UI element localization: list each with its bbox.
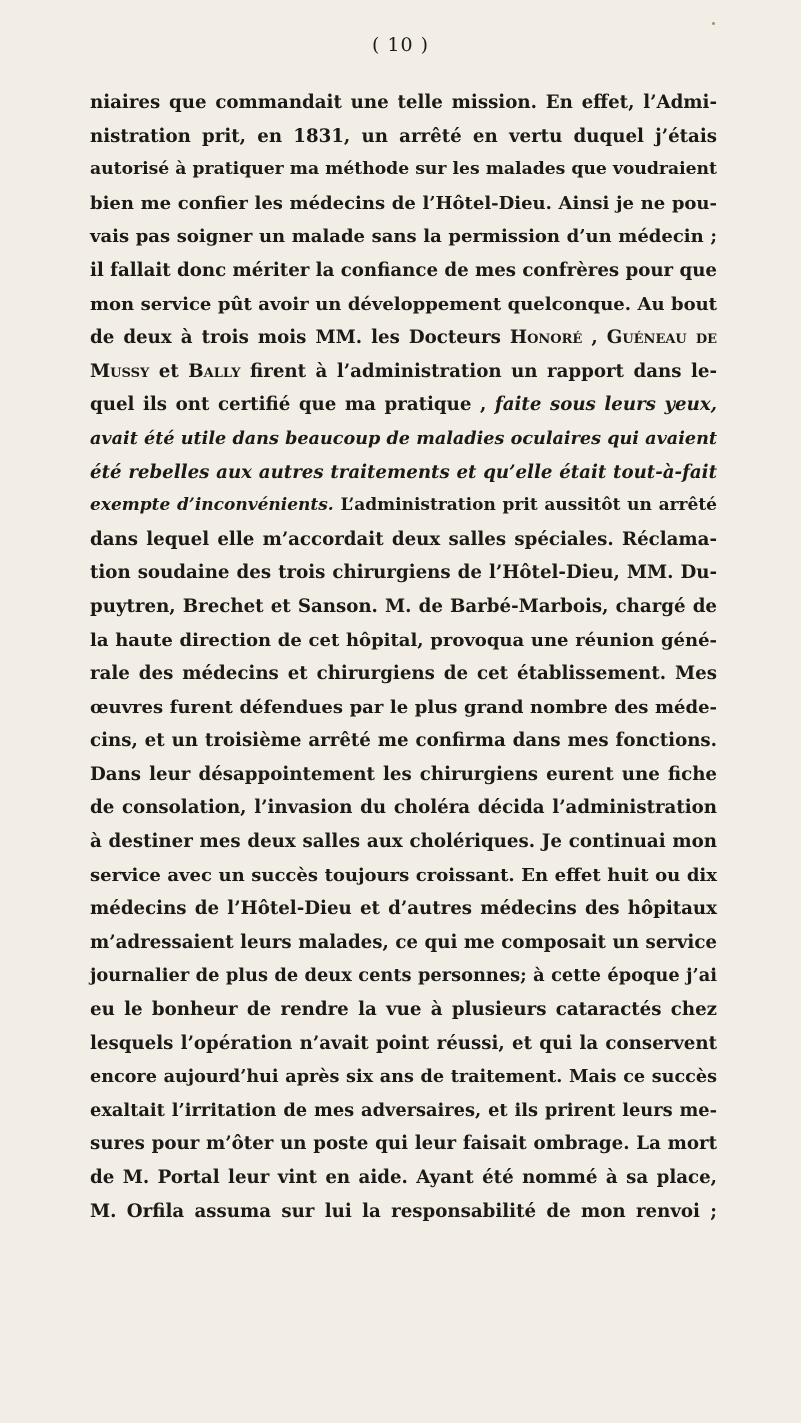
text-segment: autorisé à pratiquer ma méthode sur les malades que voudraient [90, 159, 717, 180]
text-segment: lesquels l’opération n’avait point réussi, et qui la conservent [90, 1032, 717, 1054]
text-line [90, 220, 717, 254]
text-segment: quel ils ont certifié que ma pratique , [90, 394, 495, 416]
text-segment: avait été utile dans beaucoup de maladies oculaires qui avaient [90, 427, 717, 449]
text-segment: Mussy [90, 360, 150, 382]
print-speck [712, 22, 715, 25]
text-line [90, 590, 717, 624]
body-text [90, 86, 717, 1228]
text-line [90, 758, 717, 792]
text-line [90, 959, 717, 993]
text-segment: Dans leur désappointement les chirurgiens eurent une fiche [90, 763, 717, 785]
text-line [90, 892, 717, 926]
text-line [90, 556, 717, 590]
page-number: ( 10 ) [371, 34, 430, 56]
text-segment: encore aujourd’hui après six ans de traitement. Mais ce succès [90, 1066, 717, 1088]
text-line [90, 321, 717, 355]
text-segment: été rebelles aux autres traitements et qu’elle était tout-à-fait [90, 461, 717, 483]
text-segment: faite sous leurs yeux, [494, 394, 717, 416]
text-line [90, 1161, 717, 1195]
text-segment: cins, et un troisième arrêté me confirma dans mes fonctions. [90, 730, 717, 752]
text-segment: tion soudaine des trois chirurgiens de l’Hôtel-Dieu, MM. Du- [90, 562, 717, 584]
text-line [90, 1195, 717, 1229]
text-line [90, 456, 717, 490]
text-segment: service avec un succès toujours croissant. En effet huit ou dix [90, 864, 717, 886]
text-segment: rale des médecins et chirurgiens de cet établissement. Mes [90, 663, 717, 685]
text-line [90, 153, 717, 187]
text-segment: à destiner mes deux salles aux cholériques. Je continuai mon [90, 831, 717, 853]
text-line [90, 859, 717, 893]
text-line [90, 657, 717, 691]
text-segment: L’administration prit aussitôt un arrêté [333, 495, 717, 516]
text-segment: Guéneau de [606, 327, 718, 349]
text-segment: dans lequel elle m’accordait deux salles spéciales. Réclama- [90, 528, 717, 550]
text-segment: œuvres furent défendues par le plus grand nombre des méde- [90, 696, 717, 718]
text-segment: de deux à trois mois MM. les Docteurs [90, 327, 510, 349]
text-line [90, 1094, 717, 1128]
text-segment: médecins de l’Hôtel-Dieu et d’autres médecins des hôpitaux [90, 898, 717, 920]
text-line [90, 1060, 717, 1094]
text-line [90, 489, 717, 523]
text-line [90, 926, 717, 960]
text-line [90, 724, 717, 758]
text-line [90, 523, 717, 557]
text-segment: sures pour m’ôter un poste qui leur faisait ombrage. La mort [90, 1133, 717, 1155]
text-line [90, 187, 717, 221]
text-segment: mon service pût avoir un développement quelconque. Au bout [90, 293, 717, 315]
text-segment: nistration prit, en 1831, un arrêté en vertu duquel j’étais [90, 125, 717, 147]
text-segment: Honoré [509, 327, 583, 349]
text-line [90, 1027, 717, 1061]
text-segment: vais pas soigner un malade sans la permission d’un médecin ; [90, 226, 717, 248]
text-line [90, 86, 717, 120]
text-line [90, 691, 717, 725]
text-segment: de consolation, l’invasion du choléra décida l’administration [90, 797, 717, 819]
text-line [90, 993, 717, 1027]
text-segment: bien me confier les médecins de l’Hôtel-Dieu. Ainsi je ne pou- [90, 192, 717, 214]
text-line [90, 254, 717, 288]
text-segment: eu le bonheur de rendre la vue à plusieurs cataractés chez [90, 999, 717, 1021]
text-segment: firent à l’administration un rapport dans le- [240, 360, 717, 382]
text-segment: niaires que commandait une telle mission. En effet, l’Admi- [90, 92, 717, 113]
text-segment: et [149, 360, 189, 382]
text-line [90, 624, 717, 658]
text-segment: , [582, 327, 607, 349]
text-segment: de M. Portal leur vint en aide. Ayant été nommé à sa place, [90, 1167, 717, 1188]
text-line [90, 1127, 717, 1161]
text-segment: exaltait l’irritation de mes adversaires, et ils prirent leurs me- [90, 1099, 717, 1121]
text-segment: puytren, Brechet et Sanson. M. de Barbé-Marbois, chargé de [90, 595, 717, 617]
text-line [90, 422, 717, 456]
text-segment: exempte d’inconvénients. [90, 495, 334, 516]
text-segment: Bally [188, 360, 241, 382]
text-segment: M. Orfila assuma sur lui la responsabilité de mon renvoi ; [90, 1200, 717, 1222]
text-line [90, 355, 717, 389]
text-segment: il fallait donc mériter la confiance de mes confrères pour que [90, 259, 717, 281]
text-line [90, 791, 717, 825]
text-line [90, 288, 717, 322]
text-line [90, 120, 717, 154]
text-segment: la haute direction de cet hôpital, provoqua une réunion géné- [90, 629, 717, 651]
text-line [90, 388, 717, 422]
text-segment: m’adressaient leurs malades, ce qui me composait un service [90, 931, 717, 953]
text-segment: journalier de plus de deux cents personnes; à cette époque j’ai [90, 965, 717, 987]
text-line [90, 825, 717, 859]
